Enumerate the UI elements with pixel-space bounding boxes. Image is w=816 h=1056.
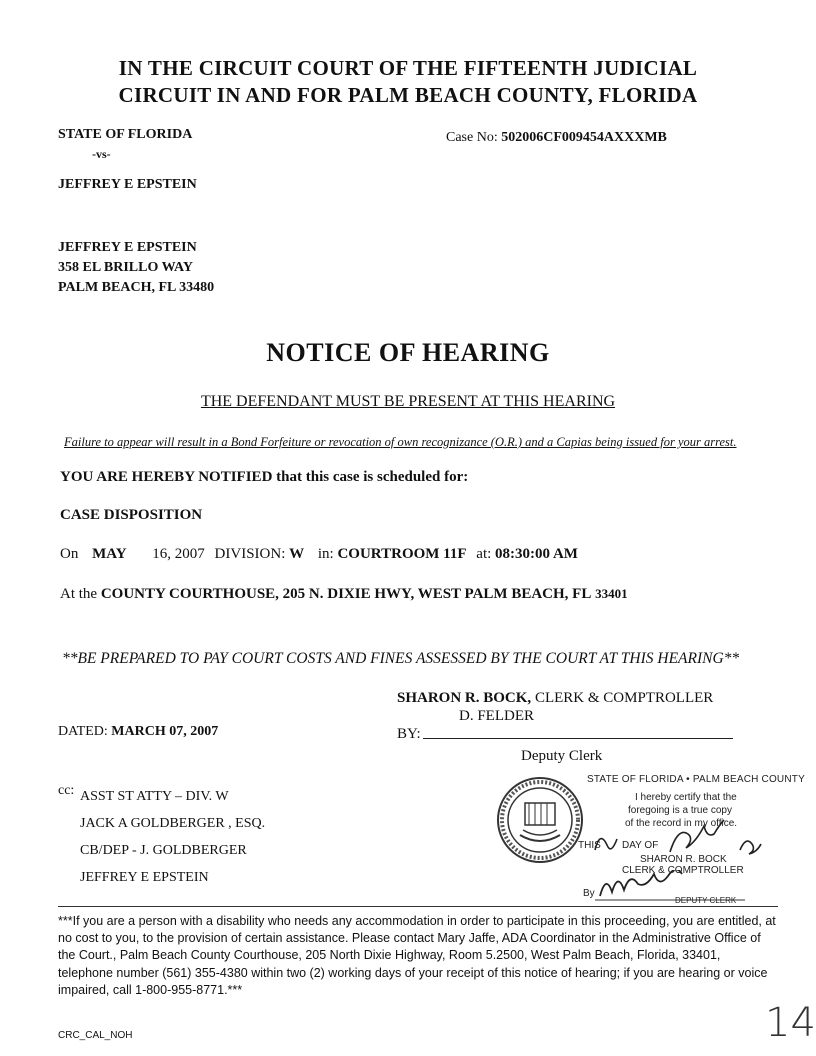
location-line (60, 586, 628, 603)
court-title-line-2: CIRCUIT IN AND FOR PALM BEACH COUNTY, FLORIDA (118, 83, 698, 107)
case-number (446, 130, 667, 146)
defendant: JEFFREY E EPSTEIN (58, 177, 197, 192)
pay-costs-warning: **BE PREPARED TO PAY COURT COSTS AND FINES ASSESSED BY THE COURT AT THIS HEARING** (62, 650, 740, 667)
footer-divider (58, 906, 778, 907)
hearing-type: CASE DISPOSITION (60, 507, 203, 523)
stamp-line-10: DEPUTY CLERK (675, 896, 737, 905)
court-title-line-1: IN THE CIRCUIT COURT OF THE FIFTEENTH JUDICIAL (118, 56, 698, 80)
stamp-line-9: By (583, 888, 595, 899)
form-code: CRC_CAL_NOH (58, 1030, 133, 1041)
deputy-clerk-label: Deputy Clerk (521, 748, 603, 764)
address-name: JEFFREY E EPSTEIN (58, 240, 197, 255)
location-zip: 33401 (595, 586, 628, 601)
stamp-line-7: SHARON R. BOCK (640, 854, 727, 865)
hearing-day-year: 16, 2007 (152, 546, 205, 562)
notice-title: NOTICE OF HEARING (266, 338, 550, 367)
county-seal-icon (495, 775, 585, 865)
division-label: DIVISION: (214, 546, 286, 562)
must-present-notice: THE DEFENDANT MUST BE PRESENT AT THIS HEARING (200, 393, 616, 410)
case-number-label: Case No: (446, 130, 498, 145)
cc-recipient: JEFFREY E EPSTEIN (80, 870, 209, 885)
courtroom: COURTROOM 11F (337, 546, 467, 562)
location-address: COUNTY COURTHOUSE, 205 N. DIXIE HWY, WEST PALM BEACH, FL (100, 586, 592, 602)
location-prefix: At the (60, 586, 98, 602)
failure-warning: Failure to appear will result in a Bond Forfeiture or revocation of own recognizance (O.R.) and a Capias being issued for your arrest. (64, 435, 737, 449)
hearing-month: MAY (92, 546, 127, 562)
address-city: PALM BEACH, FL 33480 (58, 280, 215, 295)
in-label: in: (317, 546, 334, 562)
clerk-name: SHARON R. BOCK, (397, 690, 532, 706)
notified-text: YOU ARE HEREBY NOTIFIED that this case is scheduled for: (60, 469, 469, 485)
dated-line (58, 724, 218, 740)
signature-line (423, 738, 733, 739)
clerk-title: CLERK & COMPTROLLER (534, 690, 714, 706)
stamp-line-6: DAY OF (622, 840, 659, 851)
at-label: at: (476, 546, 492, 562)
division-value: W (289, 546, 305, 562)
dated-label: DATED: (58, 724, 108, 739)
versus: -vs- (92, 147, 111, 161)
cc-recipient: ASST ST ATTY – DIV. W (80, 789, 229, 804)
cc-recipient: CB/DEP - J. GOLDBERGER (80, 843, 247, 858)
certification-stamp (495, 770, 805, 905)
hearing-time: 08:30:00 AM (495, 546, 578, 562)
cc-recipient: JACK A GOLDBERGER , ESQ. (80, 816, 266, 831)
case-number-value: 502006CF009454AXXXMB (501, 130, 667, 145)
stamp-line-2: I hereby certify that the (635, 792, 737, 803)
stamp-line-8: CLERK & COMPTROLLER (622, 865, 744, 876)
address-street: 358 EL BRILLO WAY (58, 260, 193, 275)
handwritten-page-mark: 14 (765, 1000, 816, 1046)
stamp-line-5: THIS (578, 840, 601, 851)
cc-label: cc: (58, 783, 75, 798)
plaintiff: STATE OF FLORIDA (58, 127, 193, 142)
stamp-line-3: foregoing is a true copy (628, 805, 732, 816)
clerk-name-line (397, 690, 713, 707)
deputy-name: D. FELDER (459, 708, 534, 724)
stamp-line-1: STATE OF FLORIDA • PALM BEACH COUNTY (587, 774, 805, 785)
by-label: BY: (397, 726, 421, 742)
stamp-line-4: of the record in my office. (625, 818, 738, 829)
ada-notice: ***If you are a person with a disability who needs any accommodation in order to participate in this proceeding, you are entitled, at no cost to you, to the provision of certain assistance. Please contact Mary Jaffe, ADA Coordinator in the Administrative Office of the Court., Palm Beach County Courthouse, 205 North Dixie Highway, Room 5.2500, West Palm Beach, Florida, 33401, telephone number (561) 355-4380 within two (2) working days of your receipt of this notice of hearing; if you are hearing or voice impaired, call 1-800-955-8771.*** (58, 914, 776, 997)
schedule-line (60, 546, 578, 563)
dated-value: MARCH 07, 2007 (111, 724, 219, 739)
on-label: On (60, 546, 79, 562)
cc-list (80, 783, 265, 891)
defendant-address (58, 238, 214, 298)
